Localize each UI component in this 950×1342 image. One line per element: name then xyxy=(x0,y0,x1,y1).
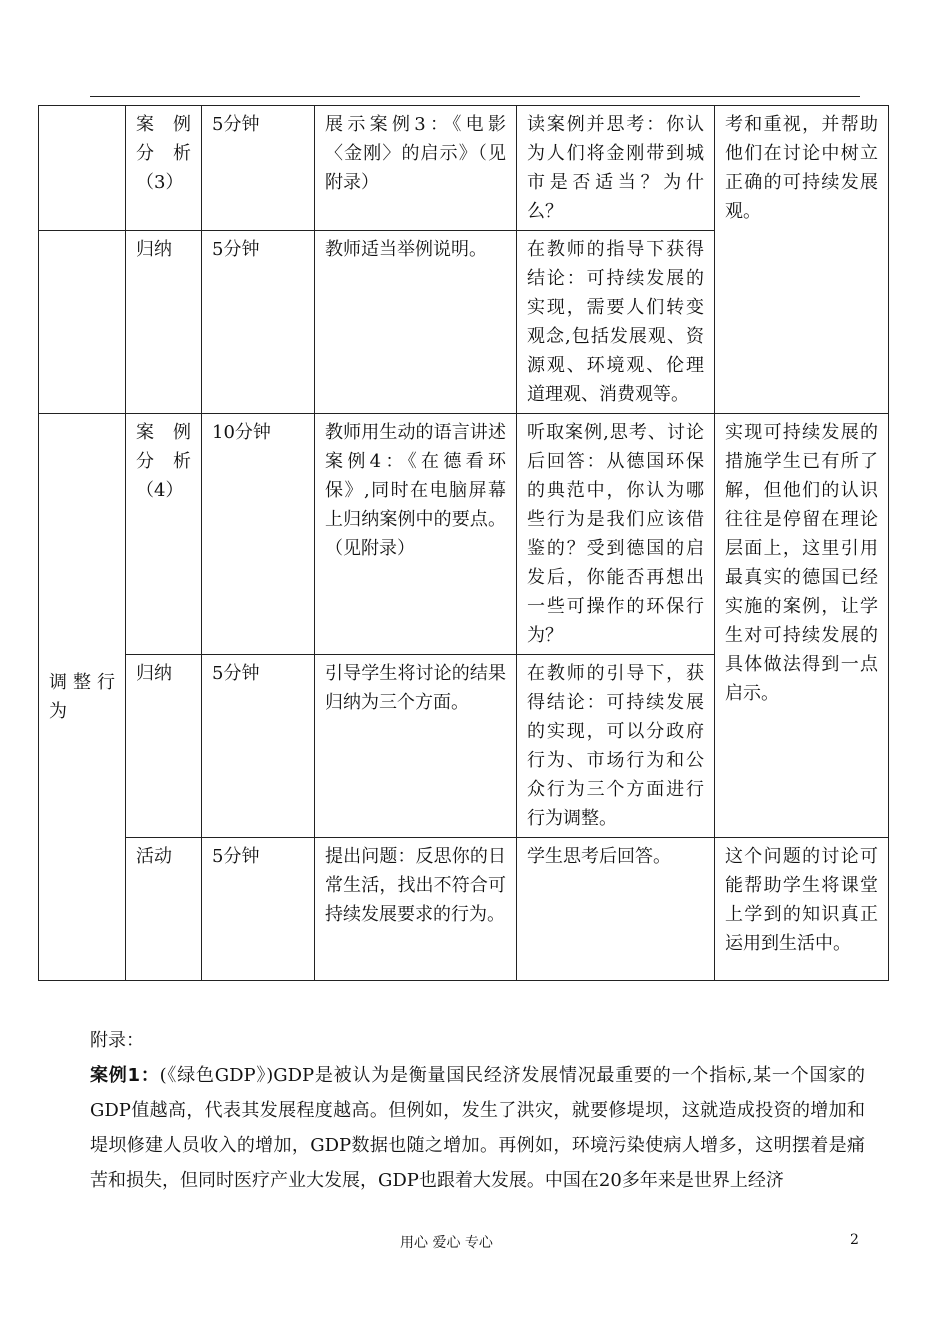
time-cell: 5分钟 xyxy=(202,655,315,838)
stage-cell xyxy=(39,106,126,231)
case-1-label: 案例1： xyxy=(90,1065,160,1086)
table-row xyxy=(39,414,889,655)
case-1-text: (《绿色GDP》)GDP是被认为是衡量国民经济发展情况最重要的一个指标,某一个国家的GDP值越高，代表其发展程度越高。但例如，发生了洪灾，就要修堤坝，这就造成投资的增加和堤坝修建人员收入的增加，GDP数据也随之增加。再例如，环境污染使病人增多，这明摆着是痛苦和损失，但同时医疗产业大发展，GDP也跟着大发展。中国在20多年来是世界上经济 xyxy=(90,1065,866,1191)
student-activity-cell: 在教师的引导下，获得结论：可持续发展的实现，可以分政府行为、市场行为和公众行为三个方面进行行为调整。 xyxy=(517,655,715,838)
time-cell: 5分钟 xyxy=(202,838,315,981)
design-intent-cell: 这个问题的讨论可能帮助学生将课堂上学到的知识真正运用到生活中。 xyxy=(715,838,889,981)
step-cell: 案 例分 析（4） xyxy=(126,414,202,655)
design-intent-cell: 实现可持续发展的措施学生已有所了解，但他们的认识往往是停留在理论层面上，这里引用最真实的德国已经实施的案例，让学生对可持续发展的具体做法得到一点启示。 xyxy=(715,414,889,838)
header-rule xyxy=(90,96,860,97)
teacher-activity-cell: 教师用生动的语言讲述案例4：《在德看环保》,同时在电脑屏幕上归纳案例中的要点。（见附录） xyxy=(315,414,517,655)
teacher-activity-cell: 引导学生将讨论的结果归纳为三个方面。 xyxy=(315,655,517,838)
step-cell: 归纳 xyxy=(126,231,202,414)
table-row xyxy=(39,106,889,231)
time-cell: 10分钟 xyxy=(202,414,315,655)
footer-slogan: 用心 爱心 专心 xyxy=(400,1235,493,1251)
appendix-section xyxy=(90,1023,865,1198)
student-activity-cell: 学生思考后回答。 xyxy=(517,838,715,981)
teacher-activity-cell: 展示案例3：《电影〈金刚〉的启示》（见附录） xyxy=(315,106,517,231)
page-number: 2 xyxy=(850,1232,859,1248)
step-cell: 活动 xyxy=(126,838,202,981)
student-activity-cell: 听取案例,思考、讨论后回答：从德国环保的典范中，你认为哪些行为是我们应该借鉴的？受到德国的启发后，你能否再想出一些可操作的环保行为？ xyxy=(517,414,715,655)
appendix-heading: 附录： xyxy=(90,1030,144,1051)
time-cell: 5分钟 xyxy=(202,106,315,231)
teacher-activity-cell: 教师适当举例说明。 xyxy=(315,231,517,414)
stage-cell: 调整行为 xyxy=(39,414,126,981)
step-cell: 归纳 xyxy=(126,655,202,838)
teacher-activity-cell: 提出问题：反思你的日常生活，找出不符合可持续发展要求的行为。 xyxy=(315,838,517,981)
design-intent-cell: 考和重视，并帮助他们在讨论中树立正确的可持续发展观。 xyxy=(715,106,889,414)
lesson-plan-table xyxy=(38,105,889,981)
student-activity-cell: 读案例并思考：你认为人们将金刚带到城市是否适当？为什么？ xyxy=(517,106,715,231)
case-1-paragraph xyxy=(90,1058,865,1198)
table-row xyxy=(39,838,889,981)
step-cell: 案 例分 析（3） xyxy=(126,106,202,231)
time-cell: 5分钟 xyxy=(202,231,315,414)
student-activity-cell: 在教师的指导下获得结论：可持续发展的实现，需要人们转变观念,包括发展观、资源观、环境观、伦理道理观、消费观等。 xyxy=(517,231,715,414)
stage-cell xyxy=(39,231,126,414)
